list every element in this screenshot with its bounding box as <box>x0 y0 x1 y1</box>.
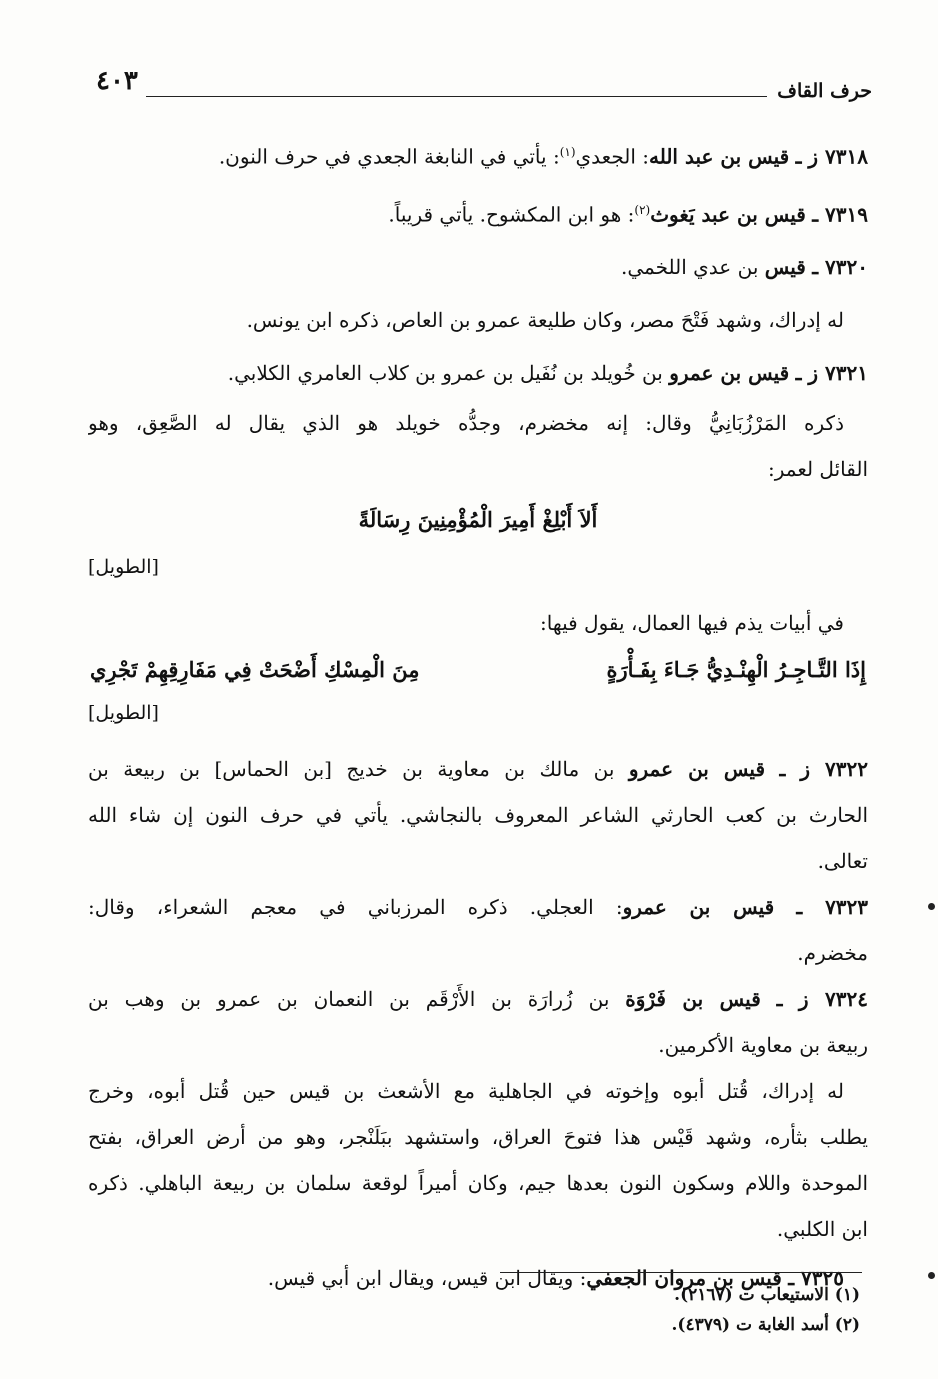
page-number: ٤٠٣ <box>96 66 138 96</box>
footnotes <box>160 1280 860 1340</box>
entry-name: قيس بن عمرو <box>628 757 766 782</box>
footnote-marker[interactable]: (١) <box>559 145 576 159</box>
entry-7322 <box>88 746 868 792</box>
entry-7322-line-3: تعالى. <box>817 849 868 874</box>
entry-name: قيس بن مروان الجعفي <box>586 1266 782 1291</box>
paragraph-7324-line-3: الموحدة واللام وسكون النون بعدها جيم، وكان أميراً لوقعة سلمان بن ربيعة الباهلي. ذكره <box>88 1171 868 1196</box>
entry-number: ٧٣٢٥ ـ <box>788 1266 844 1291</box>
entry-text: : هو ابن المكشوح. يأتي قريباً. <box>388 202 635 227</box>
entry-number: ٧٣٢٣ ـ <box>796 895 868 920</box>
footnote-2: (٢) أسد الغابة ت (٤٣٧٩). <box>671 1315 860 1335</box>
entry-number: ٧٣٢٠ ـ <box>812 255 868 280</box>
entry-7321 <box>88 347 868 400</box>
entry-name: قيس بن عبد يَغوث <box>650 202 806 227</box>
entry-name: قيس بن فَرْوَة <box>625 987 761 1012</box>
entry-7322-line-2: الحارث بن كعب الحارثي الشاعر المعروف بالنجاشي. يأتي في حرف النون إن شاء الله <box>88 803 868 828</box>
verse-hemistich-right: إِذَا التَّـاجِـرُ الْهِنْـدِيُّ جَـاءَ بِفَـأْرَةٍ <box>606 657 866 683</box>
entry-text: : ويقال ابن قيس، ويقال ابن أبي قيس. <box>267 1266 587 1291</box>
entry-number: ٧٣٢٢ ز ـ <box>779 757 868 782</box>
poem-meter-2: [الطويل] <box>88 702 159 725</box>
verse-hemistich-left: مِنَ الْمِسْكِ أَضْحَتْ فِي مَفَارِقِهِمْ تَجْرِي <box>90 657 420 683</box>
page-header <box>96 66 872 106</box>
paragraph-7321-line-1: ذكره المَرْزُبَانِيُّ وقال: إنه مخضرم، وجدُّه خويلد هو الذي يقال له الصَّعِق، وهو <box>88 411 844 436</box>
entry-7318 <box>88 126 868 184</box>
paragraph-7321-line-2: القائل لعمر: <box>767 457 868 482</box>
entry-7320 <box>88 241 868 294</box>
entry-name: قيس بن عمرو <box>669 361 790 386</box>
entry-text: : العجلي. ذكره المرزباني في معجم الشعراء، وقال: <box>88 895 623 920</box>
entry-text: بن مالك بن معاوية بن خديج [بن الحماس] بن ربيعة بن <box>88 757 615 782</box>
paragraph-7324-line-4: ابن الكلبي. <box>776 1217 868 1242</box>
entry-7324-line-2: ربيعة بن معاوية الأكرمين. <box>658 1033 868 1058</box>
entry-text: بن عدي اللخمي. <box>621 255 759 280</box>
margin-mark <box>928 903 935 910</box>
entry-7323-line-2: مخضرم. <box>797 941 868 966</box>
poem-meter-1: [الطويل] <box>88 556 159 579</box>
poem-intro: في أبيات يذم فيها العمال، يقول فيها: <box>540 611 844 636</box>
entry-number: ٧٣١٨ ز ـ <box>795 144 868 169</box>
footnote-rule <box>500 1272 862 1273</box>
entry-text-post: : يأتي في النابغة الجعدي في حرف النون. <box>218 144 560 169</box>
footnote-marker[interactable]: (٢) <box>634 202 651 217</box>
entry-text-pre: : الجعدي <box>575 144 649 169</box>
running-title: حرف القاف <box>777 80 872 102</box>
entry-name: قيس بن عبد الله <box>648 144 790 169</box>
poem-verse-2 <box>88 646 868 694</box>
entry-number: ٧٣٢٤ ز ـ <box>776 987 868 1012</box>
paragraph-7320: له إدراك، وشهد فَتْحَ مصر، وكان طليعة عمرو بن العاص، ذكره ابن يونس. <box>246 308 844 333</box>
entry-name: قيس <box>764 255 806 280</box>
entry-7323 <box>88 884 868 930</box>
poem-verse-1: أَلاَ أَبْلِغْ أَمِيرَ الْمُؤْمِنِينَ رِسَالَةً <box>358 507 598 533</box>
entry-number: ٧٣٢١ ز ـ <box>795 361 868 386</box>
entry-text: بن خُويلد بن نُفَيل بن عمرو بن كلاب العامري الكلابي. <box>227 361 663 386</box>
footnote-1: (١) الاستيعاب ت (٢١٦٧). <box>674 1285 860 1305</box>
margin-mark <box>928 1272 935 1279</box>
entry-number: ٧٣١٩ ـ <box>812 202 868 227</box>
paragraph-7324-line-1: له إدراك، قُتل أبوه وإخوته في الجاهلية مع الأشعث بن قيس حين قُتل أبوه، وخرج <box>88 1079 844 1104</box>
header-rule <box>146 96 767 97</box>
entry-text: بن زُرارَة بن الأَرْقَم بن النعمان بن عمرو بن وهب بن <box>88 987 610 1012</box>
page-body <box>88 126 868 1305</box>
entry-name: قيس بن عمرو <box>622 895 775 920</box>
entry-7319 <box>88 184 868 242</box>
paragraph-7324-line-2: يطلب بثأره، وشهد قَيْس هذا فتوحَ العراق، واستشهد ببَلَنْجر، وهو من أرض العراق، بفتح <box>88 1125 868 1150</box>
entry-7324 <box>88 976 868 1022</box>
